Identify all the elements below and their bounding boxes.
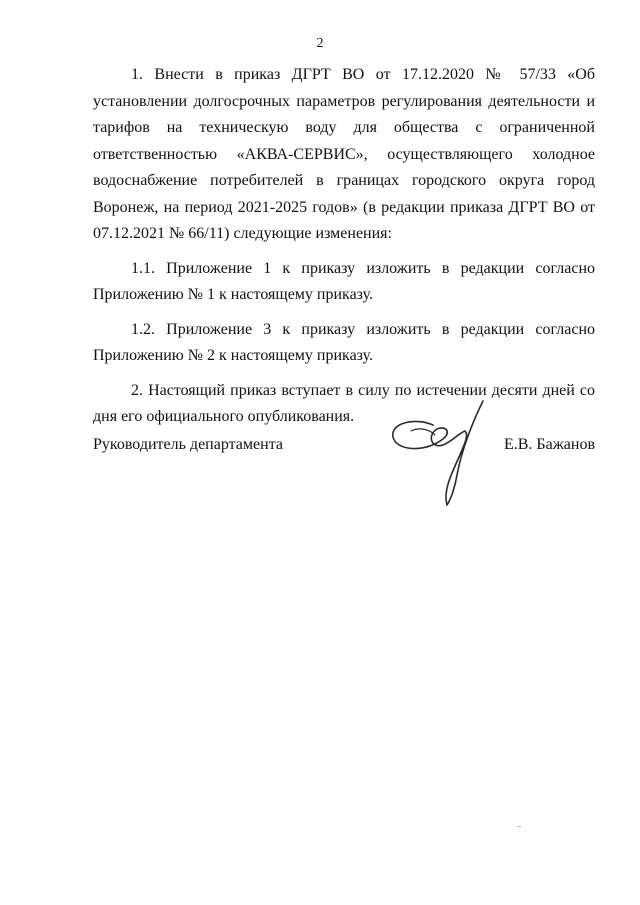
- page-number: 2: [316, 36, 324, 51]
- signer-name: Е.В. Бажанов: [503, 436, 595, 453]
- paragraph-amendment: 1. Внести в приказ ДГРТ ВО от 17.12.2020 № 57/33 «Об установлении долгосрочных параметров регулирования деятельности и тарифов на техническую воду для общества с ограниченной ответственностью «АКВА-СЕРВИС», осуществляющего холодное водоснабжение потребителей в границах городского округа город Воронеж, на период 2021-2025 годов» (в редакции приказа ДГРТ ВО от 07.12.2021 № 66/11) следующие изменения:: [93, 66, 595, 242]
- paragraph-appendix-1: 1.1. Приложение 1 к приказу изложить в редакции согласно Приложению № 1 к настоящему приказу.: [93, 259, 595, 303]
- paragraph-appendix-3: 1.2. Приложение 3 к приказу изложить в редакции согласно Приложению № 2 к настоящему приказу.: [93, 320, 595, 364]
- handwritten-signature: [385, 395, 495, 510]
- paragraph-effective-date: 2. Настоящий приказ вступает в силу по истечении десяти дней со дня его официального опубликования.: [93, 381, 595, 425]
- signer-title: Руководитель департамента: [93, 436, 283, 453]
- document-body: [93, 62, 595, 439]
- signature-block: [93, 436, 595, 466]
- scan-speck: [517, 826, 521, 827]
